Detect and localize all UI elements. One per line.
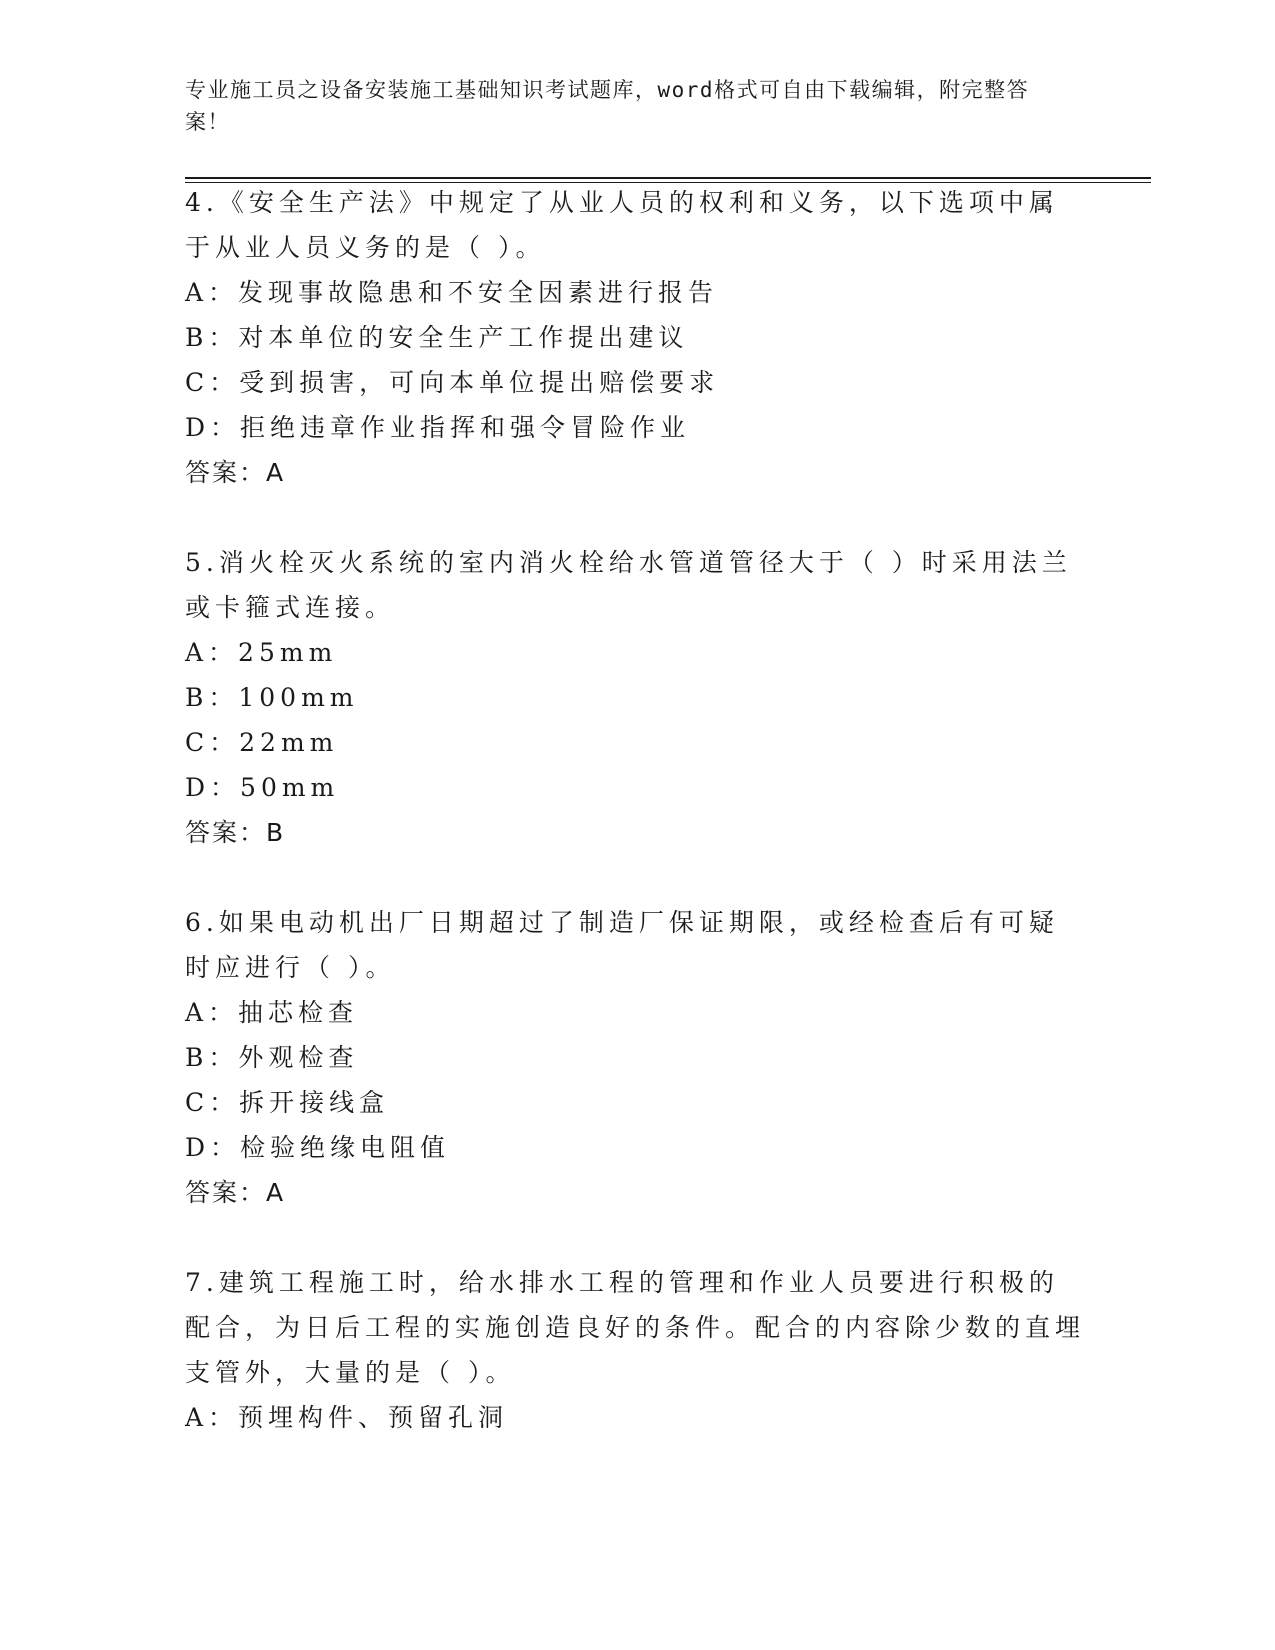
option-a: A：25mm	[185, 638, 338, 667]
question-stem: 7.建筑工程施工时，给水排水工程的管理和作业人员要进行积极的配合，为日后工程的实施创造良好的条件。配合的内容除少数的直埋支管外，大量的是（ ）。	[185, 1268, 1086, 1387]
option-c: C：22mm	[185, 728, 339, 757]
option-b: B：100mm	[185, 683, 359, 712]
question-stem: 6.如果电动机出厂日期超过了制造厂保证期限，或经检查后有可疑时应进行（ ）。	[185, 908, 1059, 982]
option-d: D：检验绝缘电阻值	[185, 1133, 451, 1162]
option-b: B：外观检查	[185, 1043, 359, 1072]
option-b: B：对本单位的安全生产工作提出建议	[185, 323, 689, 352]
option-a: A：发现事故隐患和不安全因素进行报告	[185, 278, 719, 307]
question-stem: 5.消火栓灭火系统的室内消火栓给水管道管径大于（ ）时采用法兰或卡箍式连接。	[185, 548, 1072, 622]
option-a: A：抽芯检查	[185, 998, 359, 1027]
question-6	[185, 900, 1085, 1215]
document-header: 专业施工员之设备安装施工基础知识考试题库，word格式可自由下载编辑，附完整答案！	[185, 78, 1030, 134]
answer-line: 答案：A	[185, 458, 286, 487]
option-d: D：50mm	[185, 773, 340, 802]
question-7	[185, 1260, 1085, 1440]
option-a: A：预埋构件、预留孔洞	[185, 1403, 509, 1432]
option-c: C：受到损害，可向本单位提出赔偿要求	[185, 368, 720, 397]
answer-line: 答案：B	[185, 818, 286, 847]
question-5	[185, 540, 1085, 855]
question-4	[185, 180, 1085, 495]
header-divider-thick	[185, 177, 1151, 179]
answer-line: 答案：A	[185, 1178, 286, 1207]
option-d: D：拒绝违章作业指挥和强令冒险作业	[185, 413, 691, 442]
question-stem: 4.《安全生产法》中规定了从业人员的权利和义务，以下选项中属于从业人员义务的是（ ）。	[185, 188, 1059, 262]
option-c: C：拆开接线盒	[185, 1088, 390, 1117]
